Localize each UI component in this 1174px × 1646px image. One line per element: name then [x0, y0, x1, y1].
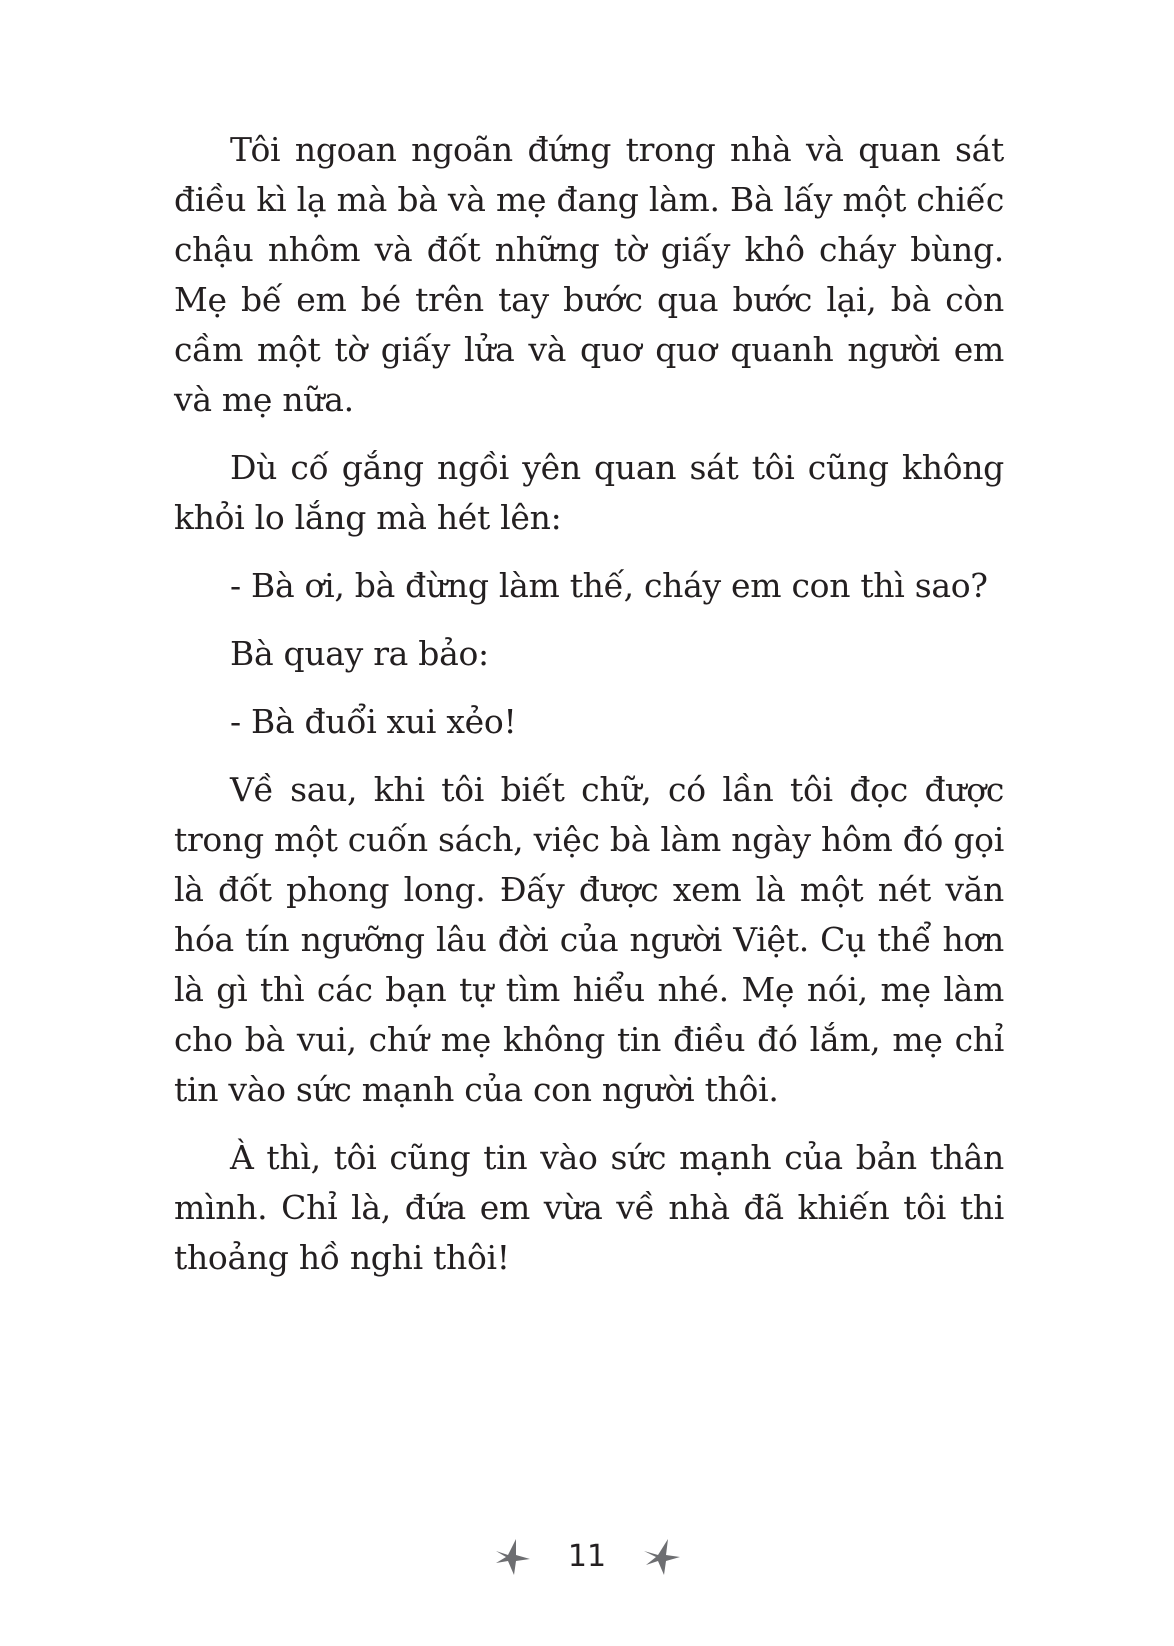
paragraph-6: Về sau, khi tôi biết chữ, có lần tôi đọc được trong một cuốn sách, việc bà làm ngày hôm đó gọi là đốt phong long. Đấy được xem là một nét văn hóa tín ngưỡng lâu đời của người Việt. Cụ thể hơn là gì thì các bạn tự tìm hiểu nhé. Mẹ nói, mẹ làm cho bà vui, chứ mẹ không tin điều đó lắm, mẹ chỉ tin vào sức mạnh của con người thôi. — [174, 770, 1004, 1109]
paragraph-1: Tôi ngoan ngoãn đứng trong nhà và quan sát điều kì lạ mà bà và mẹ đang làm. Bà lấy một chiếc chậu nhôm và đốt những tờ giấy khô cháy bùng. Mẹ bế em bé trên tay bước qua bước lại, bà còn cầm một tờ giấy lửa và quơ quơ quanh người em và mẹ nữa. — [174, 130, 1004, 419]
paragraph-4: Bà quay ra bảo: — [230, 634, 489, 673]
paragraph-5-dialogue: - Bà đuổi xui xẻo! — [230, 702, 517, 741]
star-icon — [492, 1537, 532, 1577]
page-footer — [0, 1532, 1174, 1582]
body-text — [174, 125, 1004, 1301]
star-icon — [642, 1537, 682, 1577]
paragraph-3-dialogue: - Bà ơi, bà đừng làm thế, cháy em con thì sao? — [230, 566, 988, 605]
page-number: 11 — [567, 1539, 607, 1574]
paragraph-2: Dù cố gắng ngồi yên quan sát tôi cũng không khỏi lo lắng mà hét lên: — [174, 448, 1004, 537]
paragraph-7: À thì, tôi cũng tin vào sức mạnh của bản thân mình. Chỉ là, đứa em vừa về nhà đã khiến tôi thi thoảng hồ nghi thôi! — [174, 1138, 1004, 1277]
